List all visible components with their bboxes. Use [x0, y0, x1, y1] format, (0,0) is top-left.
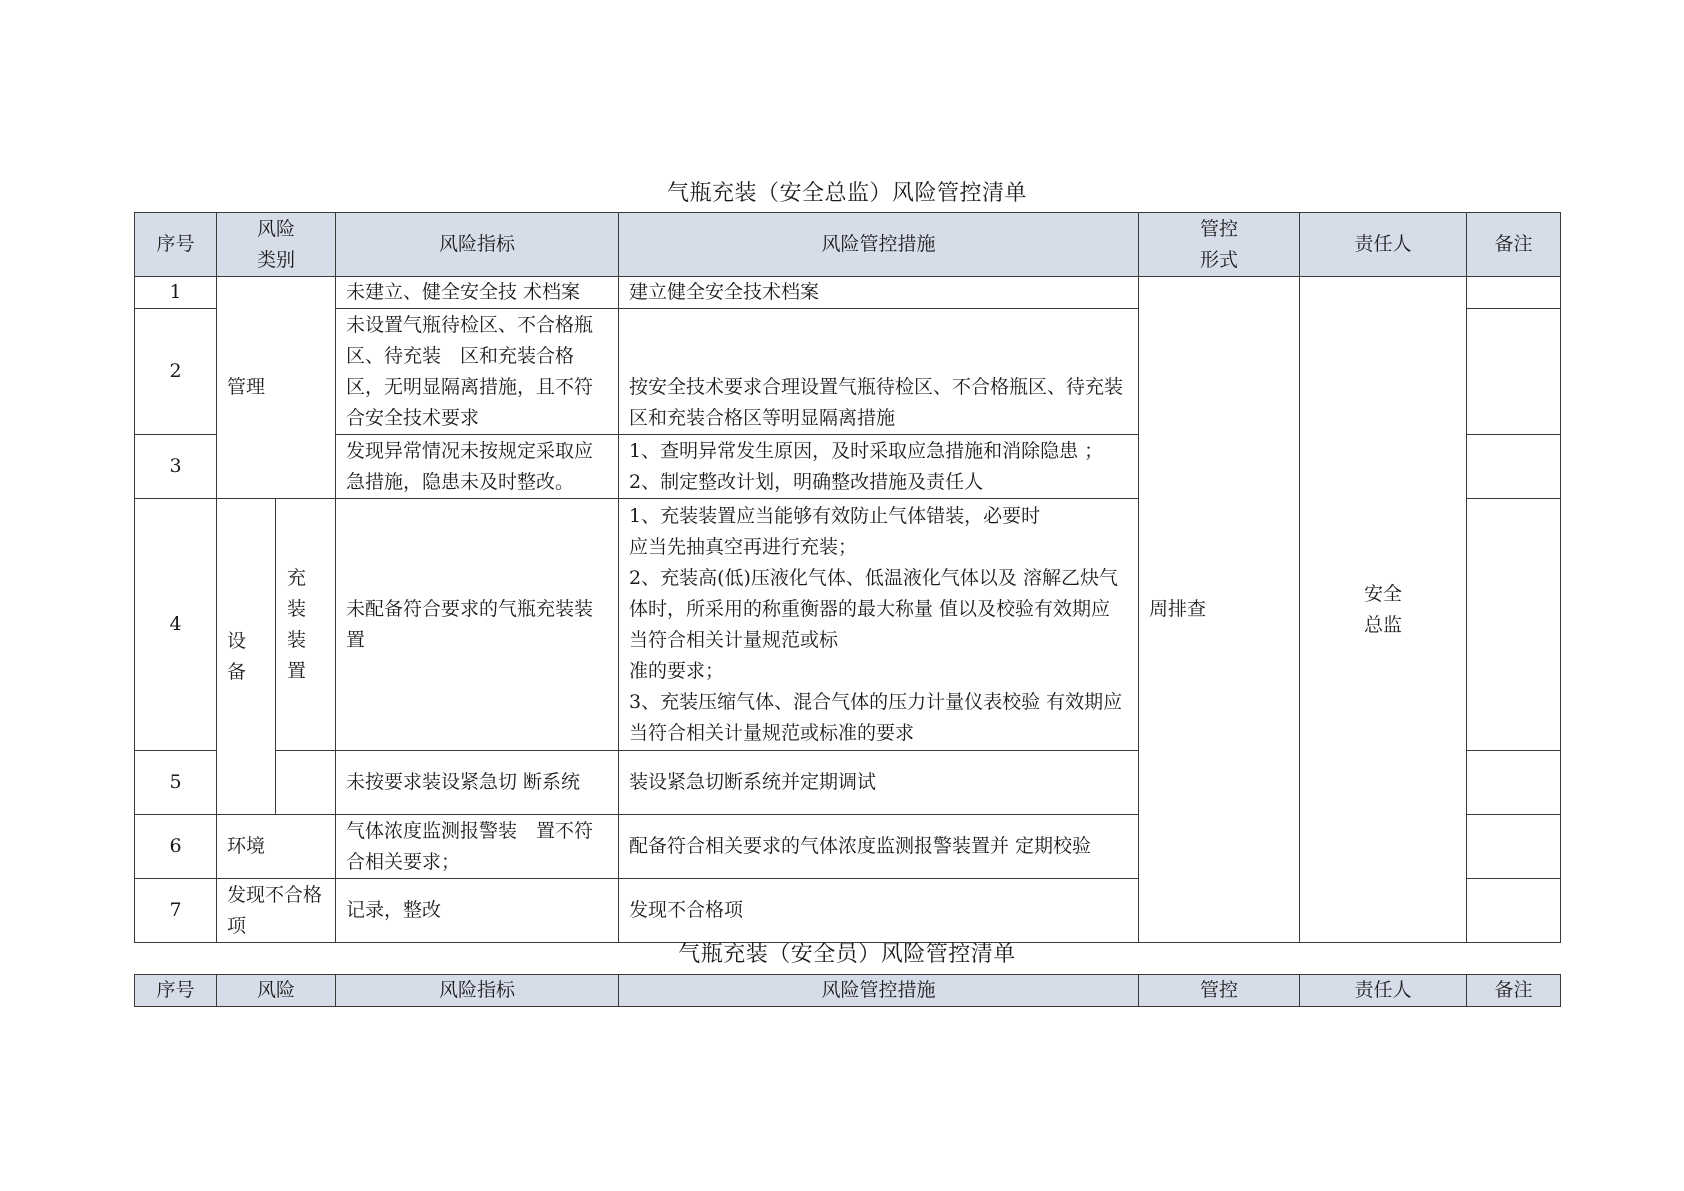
- row-seq: 5: [135, 751, 217, 815]
- table2-header-row: [135, 975, 1561, 1007]
- row-indicator: 未配备符合要求的气瓶充装装置: [336, 499, 619, 751]
- category-management: 管理: [217, 277, 336, 499]
- header-seq: 序号: [135, 975, 217, 1007]
- row-measure: 1、充装装置应当能够有效防止气体错装，必要时 应当先抽真空再进行充装； 2、充装高(低)压液化气体、低温液化气体以及 溶解乙炔气体时，所采用的称重衡器的最大称量 值以及校验有效期应当符合相关计量规范或标 准的要求； 3、充装压缩气体、混合气体的压力计量仪表校验 有效期应当符合相关计量规范或标准的要求: [619, 499, 1139, 751]
- header-remark: 备注: [1467, 975, 1561, 1007]
- header-measure: 风险管控措施: [619, 975, 1139, 1007]
- owner-cell: 安全 总监: [1300, 277, 1467, 943]
- table2-title: 气瓶充装（安全员）风险管控清单: [678, 942, 1016, 967]
- row-measure: 1、查明异常发生原因，及时采取应急措施和消除隐患 ； 2、制定整改计划，明确整改措施及责任人: [619, 435, 1139, 499]
- header-indicator: 风险指标: [336, 975, 619, 1007]
- category-nonconforming: 发现不合格项: [217, 879, 336, 943]
- row-measure: 配备符合相关要求的气体浓度监测报警装置并 定期校验: [619, 815, 1139, 879]
- row-remark: [1467, 751, 1561, 815]
- header-measure: 风险管控措施: [619, 213, 1139, 277]
- category-environment: 环境: [217, 815, 336, 879]
- row-indicator: 发现异常情况未按规定采取应急措施，隐患未及时整改。: [336, 435, 619, 499]
- row-seq: 4: [135, 499, 217, 751]
- row-remark: [1467, 435, 1561, 499]
- row-measure: 建立健全安全技术档案: [619, 277, 1139, 309]
- row-remark: [1467, 277, 1561, 309]
- header-form: 管控 形式: [1139, 213, 1300, 277]
- row-indicator: 未建立、健全安全技 术档案: [336, 277, 619, 309]
- row-seq: 1: [135, 277, 217, 309]
- header-seq: 序号: [135, 213, 217, 277]
- category-equipment-sub-label: 充装装置: [286, 566, 306, 682]
- row-indicator: 未设置气瓶待检区、不合格瓶区、待充装 区和充装合格区，无明显隔离措施，且不符合安全技术要求: [336, 309, 619, 435]
- header-owner: 责任人: [1300, 975, 1467, 1007]
- row-seq: 3: [135, 435, 217, 499]
- row-measure: 按安全技术要求合理设置气瓶待检区、不合格瓶区、待充装区和充装合格区等明显隔离措施: [619, 309, 1139, 435]
- control-form-cell: 周排查: [1139, 277, 1300, 943]
- row-seq: 6: [135, 815, 217, 879]
- row-remark: [1467, 309, 1561, 435]
- risk-table-safety-director: [134, 212, 1561, 943]
- header-indicator: 风险指标: [336, 213, 619, 277]
- header-category: 风险 类别: [217, 213, 336, 277]
- row-remark: [1467, 499, 1561, 751]
- row-remark: [1467, 815, 1561, 879]
- row-remark: [1467, 879, 1561, 943]
- row-indicator: 未按要求装设紧急切 断系统: [336, 751, 619, 815]
- row-measure: 装设紧急切断系统并定期调试: [619, 751, 1139, 815]
- row-seq: 7: [135, 879, 217, 943]
- table1-title: 气瓶充装（安全总监）风险管控清单: [666, 181, 1027, 206]
- table1-header-row: [135, 213, 1561, 277]
- header-owner: 责任人: [1300, 213, 1467, 277]
- category-equipment-sub: [276, 499, 336, 751]
- header-remark: 备注: [1467, 213, 1561, 277]
- row-indicator: 记录，整改: [336, 879, 619, 943]
- category-equipment-label: 设备: [226, 629, 246, 683]
- row-seq: 2: [135, 309, 217, 435]
- category-equipment-sub-empty: [276, 751, 336, 815]
- risk-table-safety-officer: [134, 974, 1561, 1007]
- category-equipment: [217, 499, 276, 815]
- row-measure: 发现不合格项: [619, 879, 1139, 943]
- table-row: [135, 277, 1561, 309]
- header-category: 风险: [217, 975, 336, 1007]
- row-indicator: 气体浓度监测报警装 置不符合相关要求；: [336, 815, 619, 879]
- header-form: 管控: [1139, 975, 1300, 1007]
